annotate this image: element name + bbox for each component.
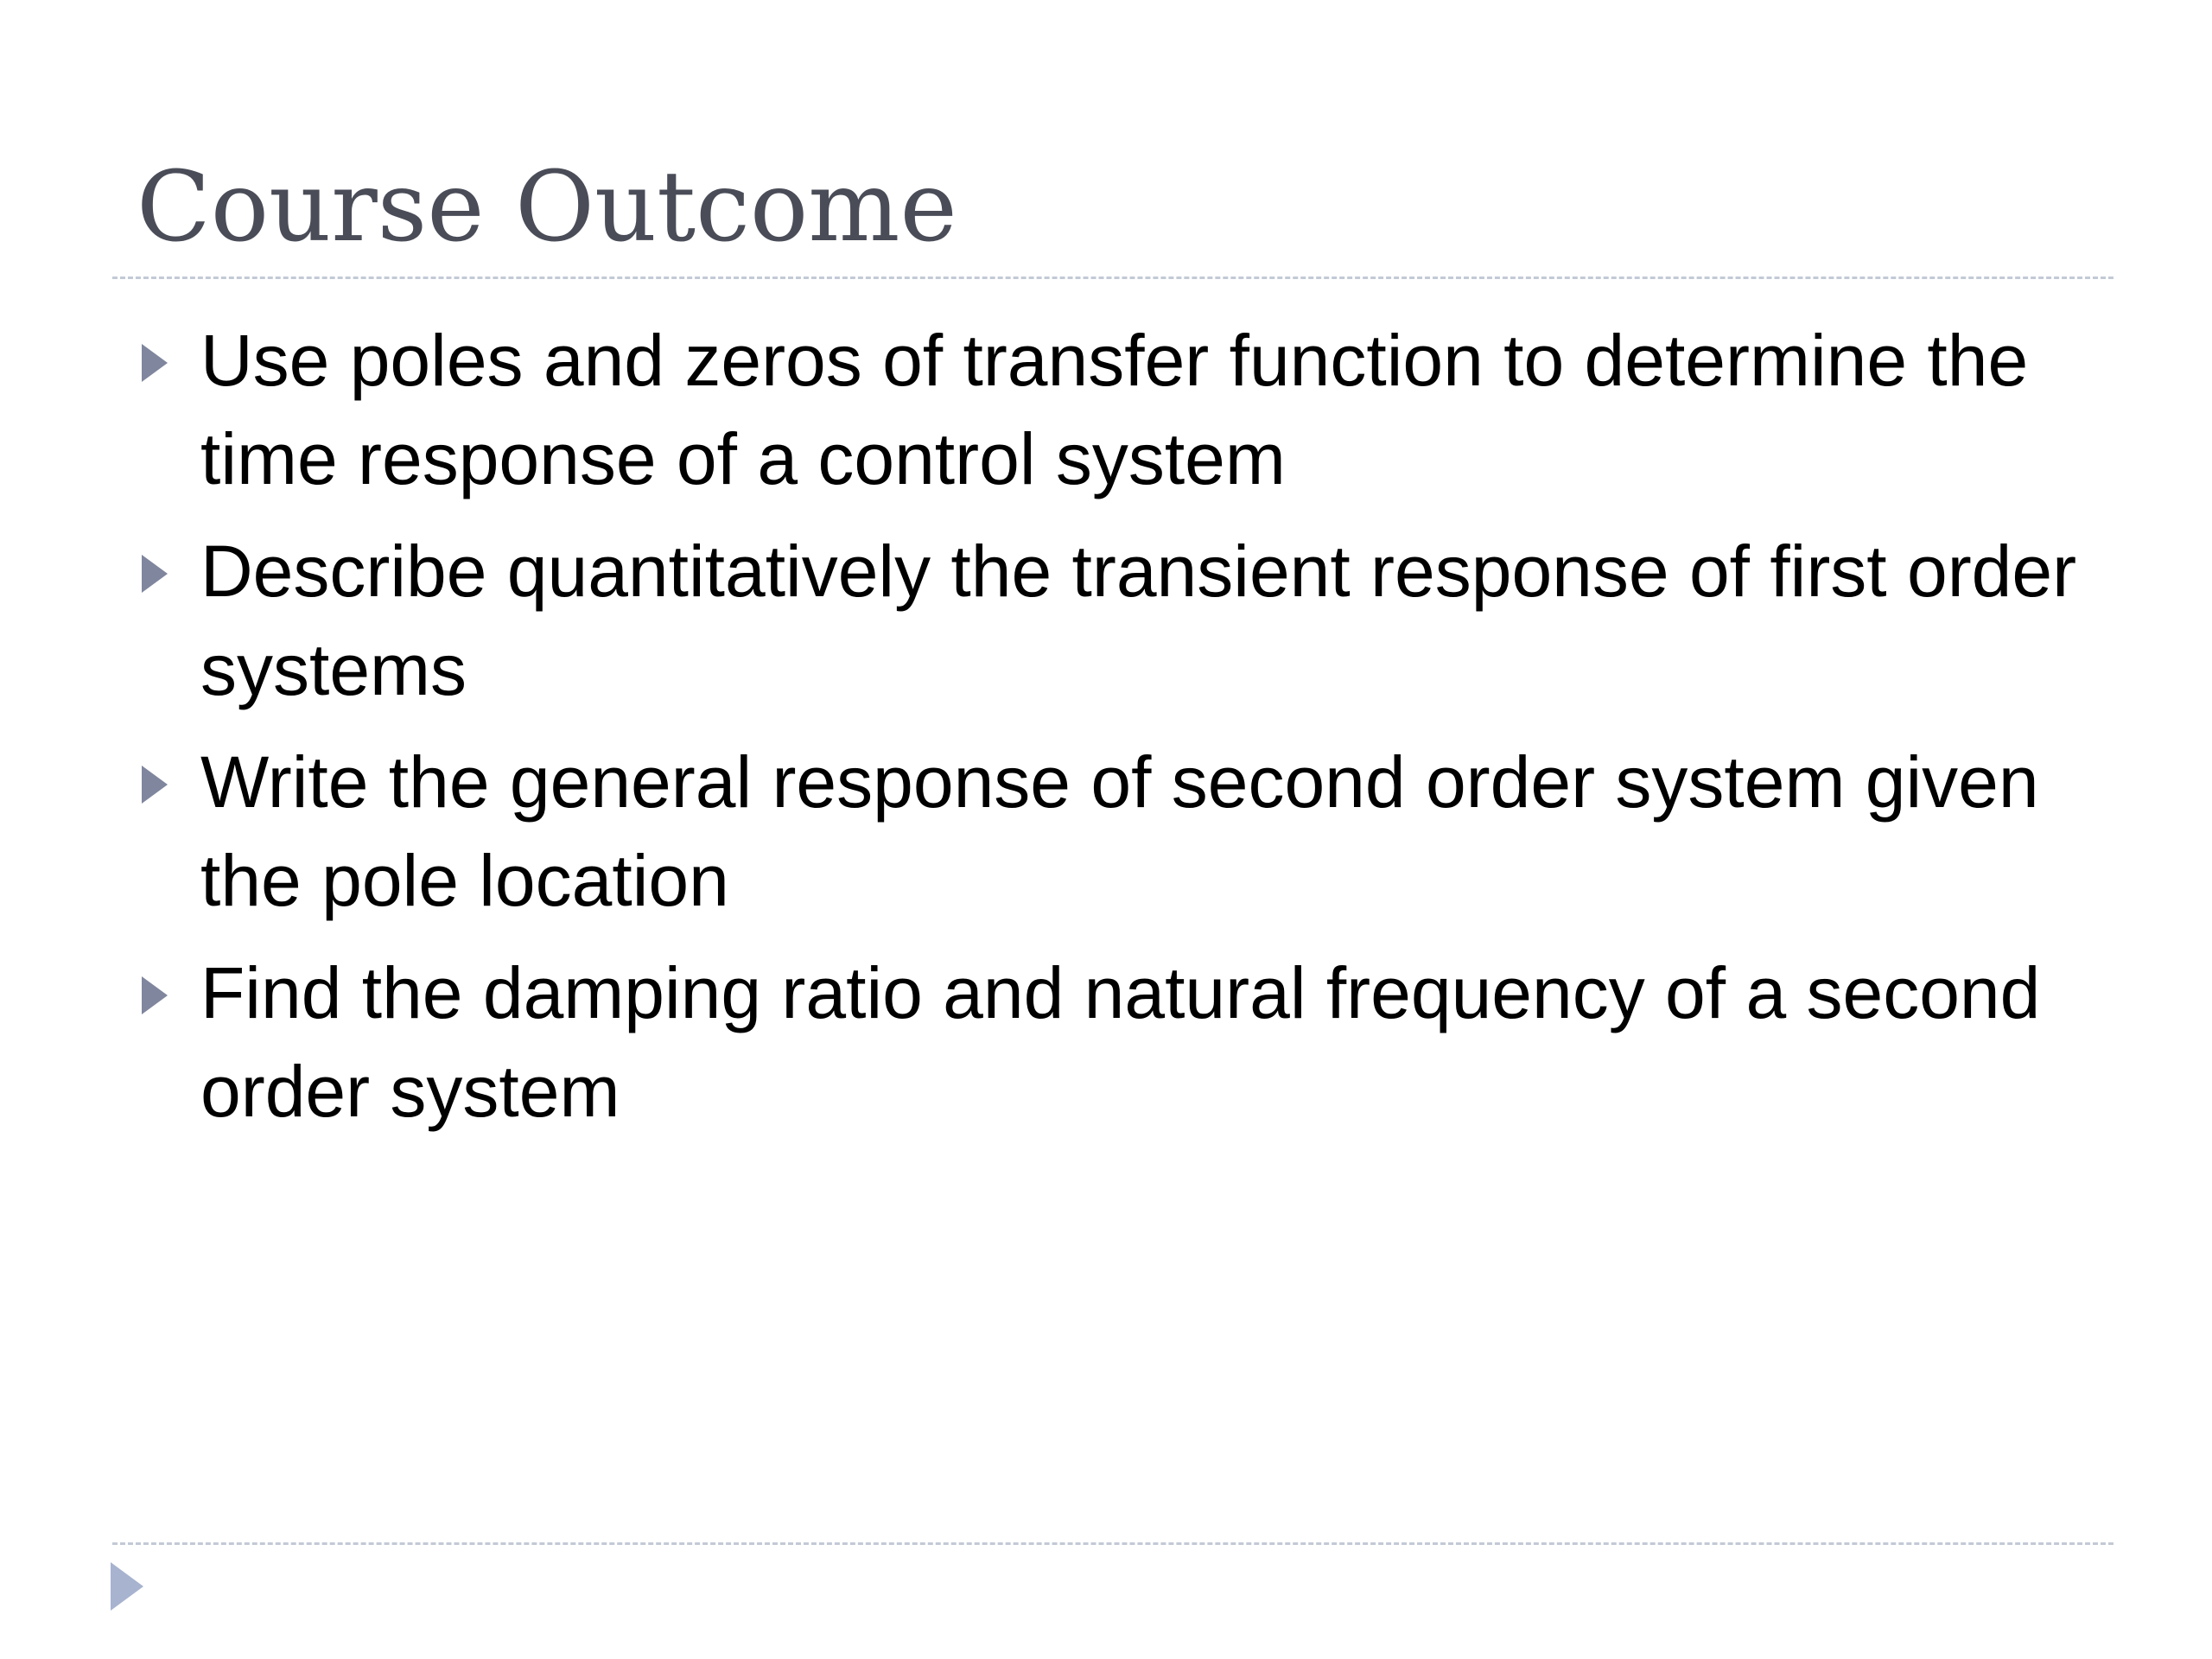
triangle-right-icon	[142, 555, 168, 593]
bullet-list	[130, 311, 2126, 1154]
slide-title: Course Outcome	[137, 151, 957, 264]
bullet-text: Find the damping ratio and natural frequency of a second order system	[200, 952, 2041, 1132]
triangle-right-icon	[142, 766, 168, 804]
bullet-text: Write the general response of second order system given the pole location	[200, 741, 2039, 921]
triangle-right-icon	[142, 344, 168, 382]
bullet-item	[130, 733, 2126, 930]
triangle-right-icon	[111, 1562, 143, 1611]
bullet-item	[130, 522, 2126, 719]
bullet-text: Use poles and zeros of transfer function to determine the time response of a control system	[200, 320, 2029, 499]
triangle-right-icon	[142, 976, 168, 1014]
bullet-item	[130, 311, 2126, 508]
footer-divider	[112, 1542, 2113, 1545]
bullet-text: Describe quantitatively the transient response of first order systems	[200, 531, 2077, 710]
bullet-item	[130, 944, 2126, 1141]
title-divider	[112, 276, 2113, 279]
